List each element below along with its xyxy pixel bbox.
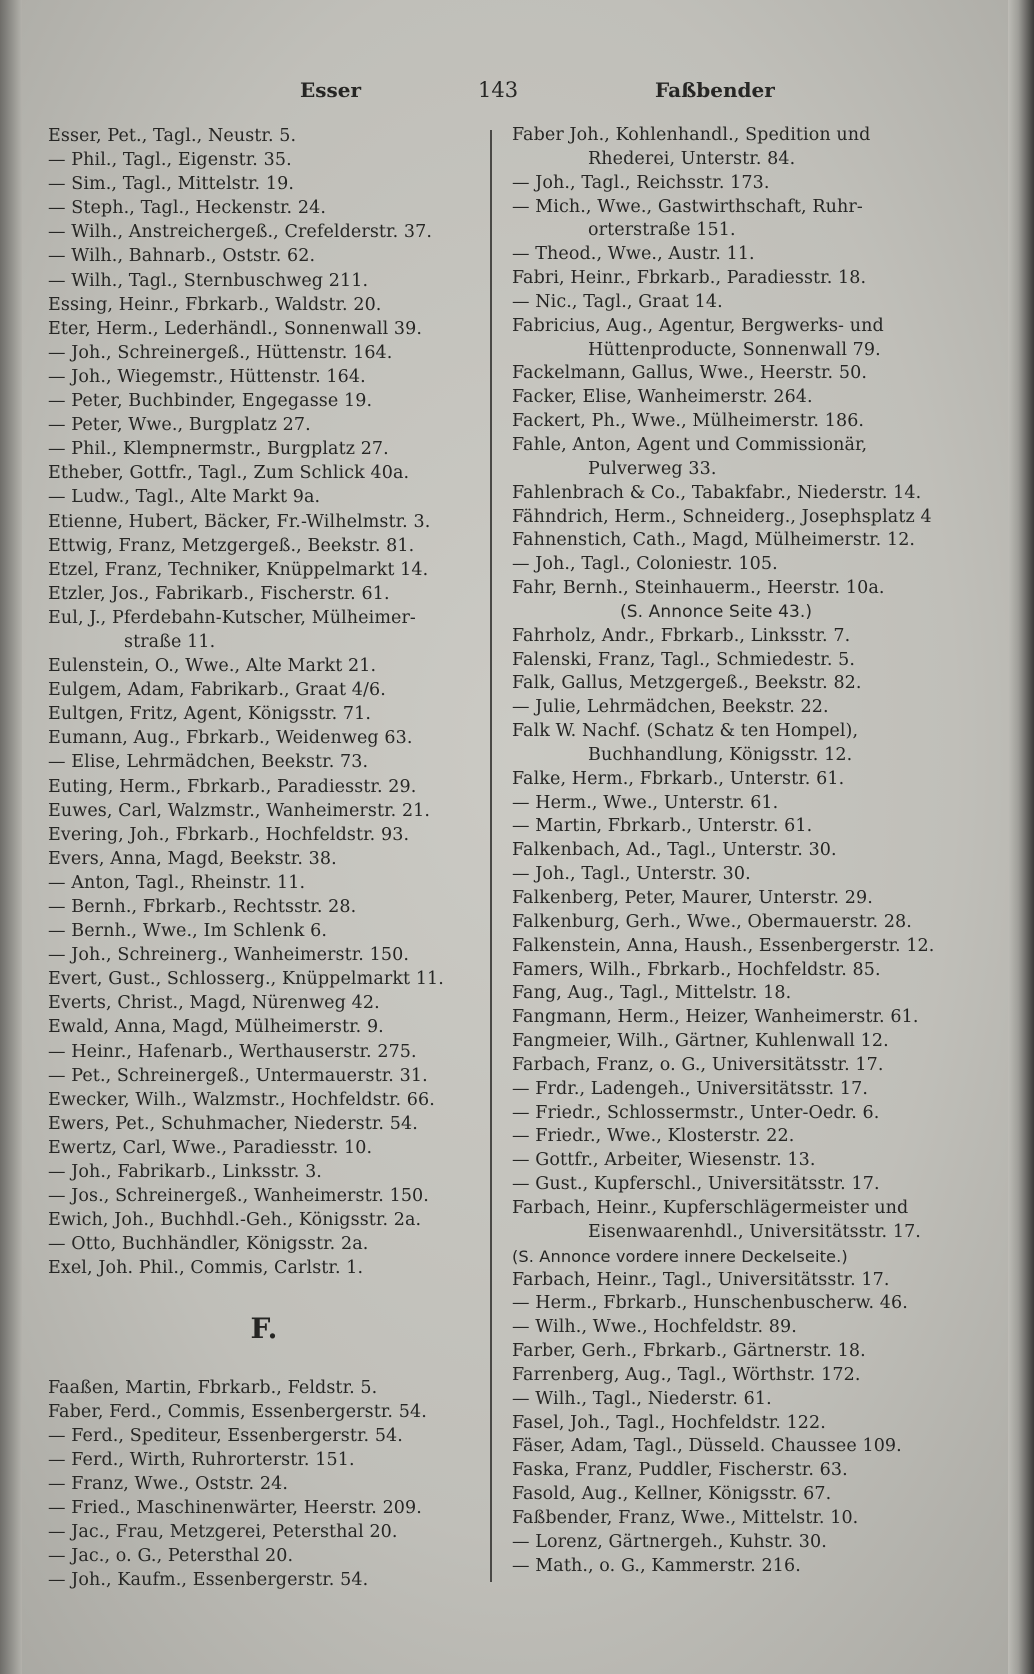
advertisement-note: (S. Annonce vordere innere Deckelseite.) xyxy=(512,1246,848,1266)
directory-entry: Evering, Joh., Fbrkarb., Hochfeldstr. 93. xyxy=(48,824,410,845)
directory-entry-continuation: Rhederei, Unterstr. 84. xyxy=(588,148,796,169)
directory-entry: Famers, Wilh., Fbrkarb., Hochfeldstr. 85. xyxy=(512,959,881,980)
directory-entry: Eultgen, Fritz, Agent, Königsstr. 71. xyxy=(48,704,372,725)
directory-entry: — Phil., Klempnermstr., Burgplatz 27. xyxy=(48,439,389,460)
directory-entry: Faaßen, Martin, Fbrkarb., Feldstr. 5. xyxy=(48,1377,378,1398)
directory-entry: — Nic., Tagl., Graat 14. xyxy=(512,291,723,312)
directory-entry: Faßbender, Franz, Wwe., Mittelstr. 10. xyxy=(512,1507,859,1528)
directory-entry: Farbach, Heinr., Tagl., Universitätsstr. 17. xyxy=(512,1269,890,1290)
directory-entry: Fackelmann, Gallus, Wwe., Heerstr. 50. xyxy=(512,363,867,384)
directory-entry: — Joh., Fabrikarb., Linksstr. 3. xyxy=(48,1162,322,1183)
directory-entry: Ewertz, Carl, Wwe., Paradiesstr. 10. xyxy=(48,1137,373,1158)
directory-entry: Etzler, Jos., Fabrikarb., Fischerstr. 61. xyxy=(48,583,390,604)
directory-entry: Fäser, Adam, Tagl., Düsseld. Chaussee 109. xyxy=(512,1436,902,1457)
directory-entry: Eul, J., Pferdebahn-Kutscher, Mülheimer- xyxy=(48,607,416,628)
directory-entry: Falkenstein, Anna, Haush., Essenbergerstr. 12. xyxy=(512,935,935,956)
directory-entry: — Joh., Wiegemstr., Hüttenstr. 164. xyxy=(48,366,366,387)
advertisement-note: (S. Annonce Seite 43.) xyxy=(620,601,813,622)
directory-entry: Fähndrich, Herm., Schneiderg., Josephsplatz 4 xyxy=(512,506,932,527)
directory-entry: Etheber, Gottfr., Tagl., Zum Schlick 40a. xyxy=(48,463,410,484)
running-head-left: Esser xyxy=(300,78,362,102)
directory-entry: Fahr, Bernh., Steinhauerm., Heerstr. 10a. xyxy=(512,578,885,599)
directory-entry: Ewers, Pet., Schuhmacher, Niederstr. 54. xyxy=(48,1113,418,1134)
directory-entry: Falk W. Nachf. (Schatz & ten Hompel), xyxy=(512,721,859,742)
column-divider xyxy=(490,130,492,1582)
directory-entry: — Gottfr., Arbeiter, Wiesenstr. 13. xyxy=(512,1150,816,1171)
directory-entry: Eter, Herm., Lederhändl., Sonnenwall 39. xyxy=(48,318,423,339)
directory-entry: Farbach, Franz, o. G., Universitätsstr. 17. xyxy=(512,1054,884,1075)
directory-entry: — Joh., Schreinergeß., Hüttenstr. 164. xyxy=(48,342,393,363)
directory-entry: — Gust., Kupferschl., Universitätsstr. 17. xyxy=(512,1174,880,1195)
directory-entry: — Heinr., Hafenarb., Werthauserstr. 275. xyxy=(48,1041,417,1062)
directory-entry: Falenski, Franz, Tagl., Schmiedestr. 5. xyxy=(512,649,856,670)
directory-entry: Ewald, Anna, Magd, Mülheimerstr. 9. xyxy=(48,1017,384,1038)
page-edge-left xyxy=(0,0,22,1674)
directory-entry: Eulgem, Adam, Fabrikarb., Graat 4/6. xyxy=(48,680,386,701)
directory-entry: — Martin, Fbrkarb., Unterstr. 61. xyxy=(512,816,813,837)
directory-entry: Farber, Gerh., Fbrkarb., Gärtnerstr. 18. xyxy=(512,1341,866,1362)
directory-entry: Fahnenstich, Cath., Magd, Mülheimerstr. 12. xyxy=(512,530,916,551)
directory-entry: Fahlenbrach & Co., Tabakfabr., Niederstr. 14. xyxy=(512,482,922,503)
directory-entry: — Elise, Lehrmädchen, Beekstr. 73. xyxy=(48,752,369,773)
directory-entry: — Wilh., Bahnarb., Oststr. 62. xyxy=(48,246,316,267)
directory-entry-continuation: Buchhandlung, Königsstr. 12. xyxy=(588,744,853,765)
directory-entry: — Bernh., Wwe., Im Schlenk 6. xyxy=(48,921,328,942)
directory-entry: Etzel, Franz, Techniker, Knüppelmarkt 14. xyxy=(48,559,429,580)
directory-entry: Everts, Christ., Magd, Nürenweg 42. xyxy=(48,993,380,1014)
directory-entry: — Joh., Tagl., Coloniestr. 105. xyxy=(512,554,778,575)
directory-entry: — Sim., Tagl., Mittelstr. 19. xyxy=(48,174,295,195)
directory-entry: — Fried., Maschinenwärter, Heerstr. 209. xyxy=(48,1497,422,1518)
directory-entry: Euwes, Carl, Walzmstr., Wanheimerstr. 21. xyxy=(48,800,431,821)
directory-entry-continuation: straße 11. xyxy=(124,631,216,652)
directory-entry: Esser, Pet., Tagl., Neustr. 5. xyxy=(48,126,297,146)
directory-entry: — Lorenz, Gärtnergeh., Kuhstr. 30. xyxy=(512,1531,827,1552)
directory-entry: Euting, Herm., Fbrkarb., Paradiesstr. 29. xyxy=(48,776,417,797)
directory-entry: — Herm., Fbrkarb., Hunschenbuscherw. 46. xyxy=(512,1293,908,1314)
directory-entry: — Peter, Wwe., Burgplatz 27. xyxy=(48,415,311,436)
directory-entry: — Wilh., Tagl., Niederstr. 61. xyxy=(512,1388,772,1409)
directory-entry-continuation: Hüttenproducte, Sonnenwall 79. xyxy=(588,339,881,360)
directory-entry: — Joh., Schreinerg., Wanheimerstr. 150. xyxy=(48,945,409,966)
directory-entry: Evers, Anna, Magd, Beekstr. 38. xyxy=(48,848,337,869)
directory-entry: Fackert, Ph., Wwe., Mülheimerstr. 186. xyxy=(512,411,865,432)
directory-entry: Fasel, Joh., Tagl., Hochfeldstr. 122. xyxy=(512,1412,826,1433)
directory-entry: — Bernh., Fbrkarb., Rechtsstr. 28. xyxy=(48,897,357,917)
left-column xyxy=(48,124,480,1592)
directory-entry: Fasold, Aug., Kellner, Königsstr. 67. xyxy=(512,1484,832,1505)
directory-entry: Fangmann, Herm., Heizer, Wanheimerstr. 61. xyxy=(512,1007,919,1028)
directory-entry: — Friedr., Schlossermstr., Unter-Oedr. 6. xyxy=(512,1102,880,1123)
directory-entry: Ewich, Joh., Buchhdl.-Geh., Königsstr. 2a. xyxy=(48,1210,422,1231)
running-head-right: Faßbender xyxy=(655,78,775,102)
directory-entry: Eulenstein, O., Wwe., Alte Markt 21. xyxy=(48,656,377,677)
directory-entry: — Otto, Buchhändler, Königsstr. 2a. xyxy=(48,1234,369,1255)
directory-entry: Fahle, Anton, Agent und Commissionär, xyxy=(512,434,868,455)
directory-entry-continuation: orterstraße 151. xyxy=(588,220,736,241)
page-number: 143 xyxy=(478,78,519,102)
directory-entry: — Franz, Wwe., Oststr. 24. xyxy=(48,1473,289,1494)
directory-entry: Fabri, Heinr., Fbrkarb., Paradiesstr. 18. xyxy=(512,268,867,289)
directory-entry: Fahrholz, Andr., Fbrkarb., Linksstr. 7. xyxy=(512,625,851,646)
directory-entry: — Herm., Wwe., Unterstr. 61. xyxy=(512,792,779,813)
directory-entry: — Wilh., Anstreichergeß., Crefelderstr. 37. xyxy=(48,222,433,243)
directory-entry: Falkenburg, Gerh., Wwe., Obermauerstr. 28. xyxy=(512,911,912,932)
directory-entry: Farrenberg, Aug., Tagl., Wörthstr. 172. xyxy=(512,1364,861,1385)
page-edge-right xyxy=(1008,0,1034,1674)
directory-entry: — Ferd., Wirth, Ruhrorterstr. 151. xyxy=(48,1449,355,1470)
directory-entry: — Ludw., Tagl., Alte Markt 9a. xyxy=(48,487,321,508)
directory-entry: — Wilh., Wwe., Hochfeldstr. 89. xyxy=(512,1317,797,1338)
directory-entry: Facker, Elise, Wanheimerstr. 264. xyxy=(512,387,813,408)
directory-entry: — Pet., Schreinergeß., Untermauerstr. 31. xyxy=(48,1065,428,1086)
directory-entry: Ewecker, Wilh., Walzmstr., Hochfeldstr. 66. xyxy=(48,1089,435,1110)
directory-entry: — Mich., Wwe., Gastwirthschaft, Ruhr- xyxy=(512,196,863,217)
directory-entry: — Julie, Lehrmädchen, Beekstr. 22. xyxy=(512,697,829,718)
directory-entry: — Math., o. G., Kammerstr. 216. xyxy=(512,1555,801,1576)
directory-entry: Etienne, Hubert, Bäcker, Fr.-Wilhelmstr. 3. xyxy=(48,511,431,532)
directory-entry: — Frdr., Ladengeh., Universitätsstr. 17. xyxy=(512,1078,868,1099)
directory-entry: — Peter, Buchbinder, Engegasse 19. xyxy=(48,391,373,412)
directory-entry: Evert, Gust., Schlosserg., Knüppelmarkt 11. xyxy=(48,969,444,990)
directory-entry: — Joh., Tagl., Reichsstr. 173. xyxy=(512,172,770,193)
directory-entry: — Jos., Schreinergeß., Wanheimerstr. 150. xyxy=(48,1186,429,1207)
directory-entry: Falkenbach, Ad., Tagl., Unterstr. 30. xyxy=(512,840,837,861)
directory-entry: Faber, Ferd., Commis, Essenbergerstr. 54. xyxy=(48,1401,427,1422)
directory-entry: Falk, Gallus, Metzgergeß., Beekstr. 82. xyxy=(512,673,862,694)
directory-entry: — Joh., Tagl., Unterstr. 30. xyxy=(512,864,751,885)
directory-entry: — Theod., Wwe., Austr. 11. xyxy=(512,244,755,265)
directory-entry: — Anton, Tagl., Rheinstr. 11. xyxy=(48,872,306,893)
directory-entry: — Wilh., Tagl., Sternbuschweg 211. xyxy=(48,270,369,291)
directory-entry: Falke, Herm., Fbrkarb., Unterstr. 61. xyxy=(512,768,845,789)
directory-entry: — Jac., Frau, Metzgerei, Petersthal 20. xyxy=(48,1522,398,1543)
directory-entry: Eumann, Aug., Fbrkarb., Weidenweg 63. xyxy=(48,728,413,749)
directory-entry: — Phil., Tagl., Eigenstr. 35. xyxy=(48,150,292,171)
directory-entry: Fabricius, Aug., Agentur, Bergwerks- und xyxy=(512,315,884,336)
directory-entry: Essing, Heinr., Fbrkarb., Waldstr. 20. xyxy=(48,294,382,315)
right-column xyxy=(512,124,982,1578)
directory-entry: Ettwig, Franz, Metzgergeß., Beekstr. 81. xyxy=(48,535,415,556)
directory-entry: Exel, Joh. Phil., Commis, Carlstr. 1. xyxy=(48,1258,364,1279)
directory-entry-continuation: Pulverweg 33. xyxy=(588,458,717,479)
directory-entry: — Jac., o. G., Petersthal 20. xyxy=(48,1546,294,1567)
section-letter-heading: F. xyxy=(250,1311,278,1345)
directory-entry: Fang, Aug., Tagl., Mittelstr. 18. xyxy=(512,983,792,1004)
directory-entry: — Joh., Kaufm., Essenbergerstr. 54. xyxy=(48,1570,369,1591)
directory-entry: Fangmeier, Wilh., Gärtner, Kuhlenwall 12. xyxy=(512,1031,889,1052)
directory-entry: Faska, Franz, Puddler, Fischerstr. 63. xyxy=(512,1460,848,1481)
directory-entry: — Steph., Tagl., Heckenstr. 24. xyxy=(48,198,326,219)
directory-entry: — Friedr., Wwe., Klosterstr. 22. xyxy=(512,1126,795,1147)
directory-entry-continuation: Eisenwaarenhdl., Universitätsstr. 17. xyxy=(588,1221,921,1242)
directory-entry: Falkenberg, Peter, Maurer, Unterstr. 29. xyxy=(512,888,873,908)
directory-entry: — Ferd., Spediteur, Essenbergerstr. 54. xyxy=(48,1425,403,1446)
directory-entry: Farbach, Heinr., Kupferschlägermeister und xyxy=(512,1197,909,1218)
directory-entry: Faber Joh., Kohlenhandl., Spedition und xyxy=(512,125,871,145)
